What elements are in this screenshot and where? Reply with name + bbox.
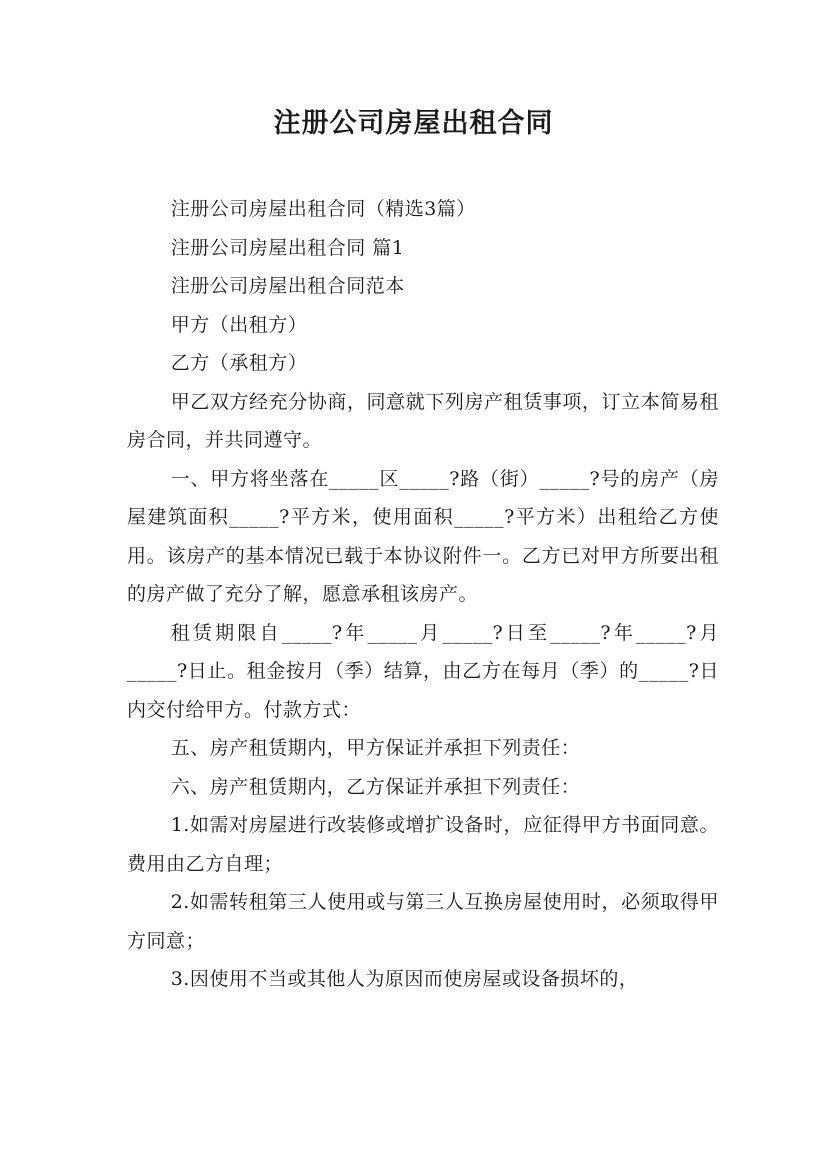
document-title: 注册公司房屋出租合同 xyxy=(273,108,554,139)
document-body xyxy=(127,190,719,999)
paragraph: 六、房产租赁期内，乙方保证并承担下列责任： xyxy=(170,775,581,798)
paragraph: 甲乙双方经充分协商，同意就下列房产租赁事项，订立本简易租房合同，并共同遵守。 xyxy=(127,390,719,451)
paragraph: 甲方（出租方） xyxy=(170,313,308,336)
paragraph: 2.如需转租第三人使用或与第三人互换房屋使用时，必须取得甲方同意； xyxy=(127,891,719,952)
paragraph: 注册公司房屋出租合同范本 xyxy=(170,275,405,297)
paragraph: 1.如需对房屋进行改装修或增扩设备时，应征得甲方书面同意。费用由乙方自理； xyxy=(127,814,719,875)
paragraph: 一、甲方将坐落在_____区_____?路（街）_____?号的房产（房屋建筑面积_____?平方米，使用面积_____?平方米）出租给乙方使用。该房产的基本情况已载于本协议附件一。乙方已对甲方所要出租的房产做了充分了解，愿意承租该房产。 xyxy=(127,467,719,605)
paragraph: 租赁期限自_____?年_____月_____?日至_____?年_____?月_____?日止。租金按月（季）结算，由乙方在每月（季）的_____?日内交付给甲方。付款方式： xyxy=(127,621,719,721)
paragraph: 五、房产租赁期内，甲方保证并承担下列责任： xyxy=(170,737,581,759)
paragraph: 乙方（承租方） xyxy=(170,352,308,374)
paragraph: 注册公司房屋出租合同 篇1 xyxy=(170,236,405,259)
paragraph: 3.因使用不当或其他人为原因而使房屋或设备损坏的， xyxy=(170,968,639,990)
paragraph: 注册公司房屋出租合同（精选3篇） xyxy=(170,198,476,220)
